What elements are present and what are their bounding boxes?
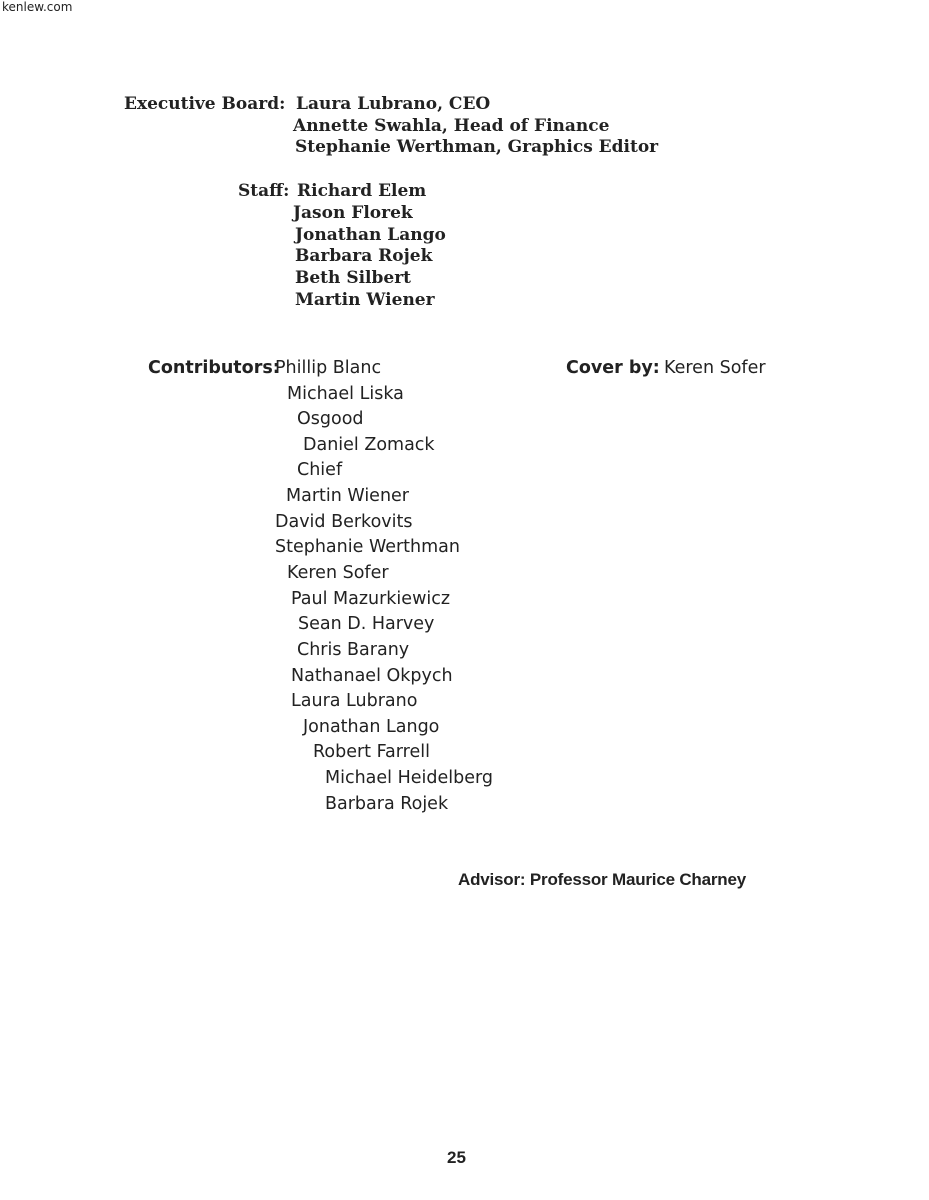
contributors-label: Contributors: <box>148 358 280 378</box>
staff-member: Beth Silbert <box>295 268 412 288</box>
executive-board-member: Annette Swahla, Head of Finance <box>293 116 610 136</box>
contributor-name: Michael Liska <box>287 384 404 404</box>
contributor-name: Sean D. Harvey <box>298 614 435 634</box>
staff-member: Martin Wiener <box>295 290 435 310</box>
advisor-label: Advisor: <box>458 870 526 889</box>
contributor-name: Michael Heidelberg <box>325 768 493 788</box>
contributor-name: Daniel Zomack <box>303 435 435 455</box>
executive-board-member: Stephanie Werthman, Graphics Editor <box>295 137 659 157</box>
staff-member: Richard Elem <box>297 181 427 201</box>
contributor-name: Laura Lubrano <box>291 691 418 711</box>
staff-label: Staff: <box>238 181 290 201</box>
cover-by-label: Cover by: <box>566 358 660 378</box>
contributor-name: Osgood <box>297 409 364 429</box>
advisor-credit <box>458 870 746 890</box>
staff-member: Jonathan Lango <box>295 225 446 245</box>
contributor-name: Chief <box>297 460 343 480</box>
site-watermark: kenlew.com <box>2 0 73 14</box>
contributor-name: Barbara Rojek <box>325 794 449 814</box>
contributor-name: Keren Sofer <box>287 563 389 583</box>
page-number: 25 <box>447 1148 466 1167</box>
executive-board-member: Laura Lubrano, CEO <box>296 94 491 114</box>
contributor-name: Chris Barany <box>297 640 410 660</box>
staff-member: Jason Florek <box>293 203 413 223</box>
contributor-name: Paul Mazurkiewicz <box>291 589 451 609</box>
contributor-name: Martin Wiener <box>286 486 409 506</box>
staff-member: Barbara Rojek <box>295 246 433 266</box>
contributor-name: Phillip Blanc <box>275 358 382 378</box>
contributor-name: Jonathan Lango <box>303 717 440 737</box>
contributor-name: Nathanael Okpych <box>291 666 453 686</box>
executive-board-label: Executive Board: <box>124 94 286 114</box>
cover-artist-name: Keren Sofer <box>664 358 766 378</box>
contributor-name: Robert Farrell <box>313 742 430 762</box>
contributor-name: David Berkovits <box>275 512 413 532</box>
advisor-name: Professor Maurice Charney <box>529 870 746 889</box>
contributor-name: Stephanie Werthman <box>275 537 460 557</box>
